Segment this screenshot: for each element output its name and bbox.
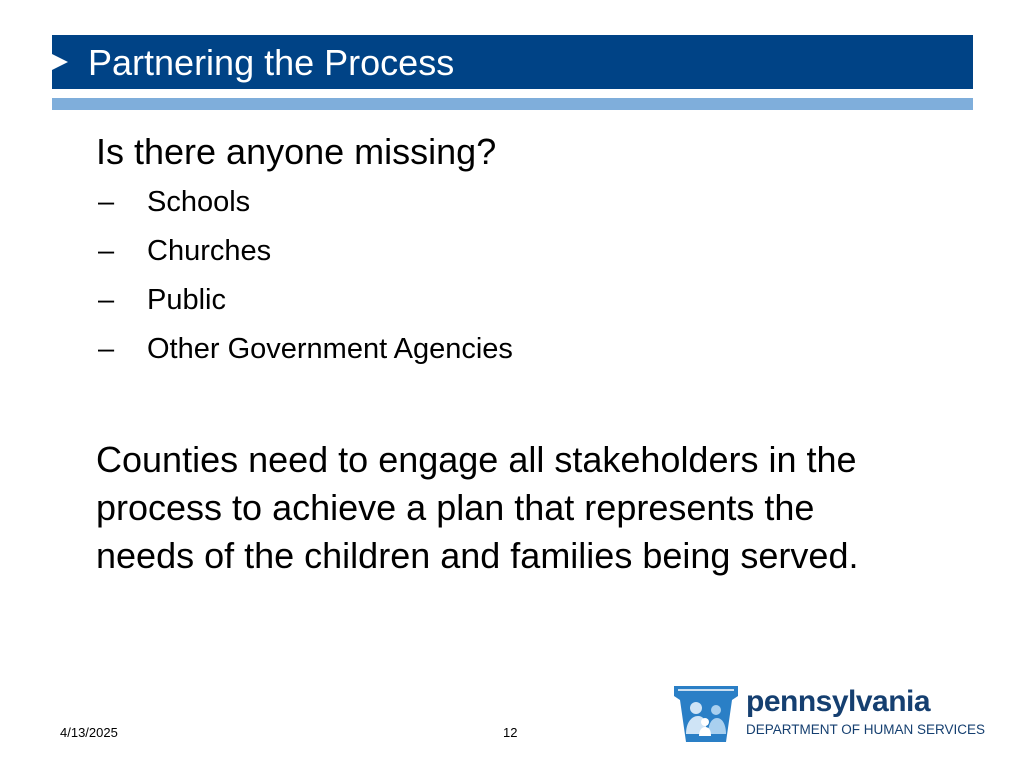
bullet-text: Other Government Agencies	[147, 333, 513, 365]
bullet-text: Public	[147, 284, 226, 316]
keystone-family-icon	[672, 684, 740, 744]
bullet-text: Schools	[147, 186, 251, 218]
title-accent-stripe	[52, 98, 973, 110]
logo-wordmark: pennsylvania	[746, 685, 931, 718]
bullet-dash: –	[98, 284, 115, 316]
slide-statement: Counties need to engage all stakeholders in the process to achieve a plan that represents the needs of the children and families being served.	[96, 439, 859, 576]
bullet-item	[96, 325, 916, 374]
bullet-text: Churches	[147, 235, 272, 267]
slide-question: Is there anyone missing?	[96, 131, 497, 172]
slide-title: Partnering the Process	[88, 42, 455, 83]
pennsylvania-dhs-logo	[672, 684, 986, 746]
title-bar	[52, 35, 973, 89]
logo-department: DEPARTMENT OF HUMAN SERVICES	[746, 722, 986, 737]
footer-date: 4/13/2025	[60, 725, 118, 740]
footer-page-number: 12	[503, 725, 518, 740]
bullet-list	[96, 178, 916, 374]
bullet-dash: –	[98, 333, 115, 365]
bullet-item	[96, 178, 916, 227]
bullet-dash: –	[98, 235, 115, 267]
slide-body	[96, 130, 916, 580]
title-arrow-icon	[52, 54, 68, 70]
bullet-dash: –	[98, 186, 115, 218]
bullet-item	[96, 227, 916, 276]
bullet-item	[96, 276, 916, 325]
